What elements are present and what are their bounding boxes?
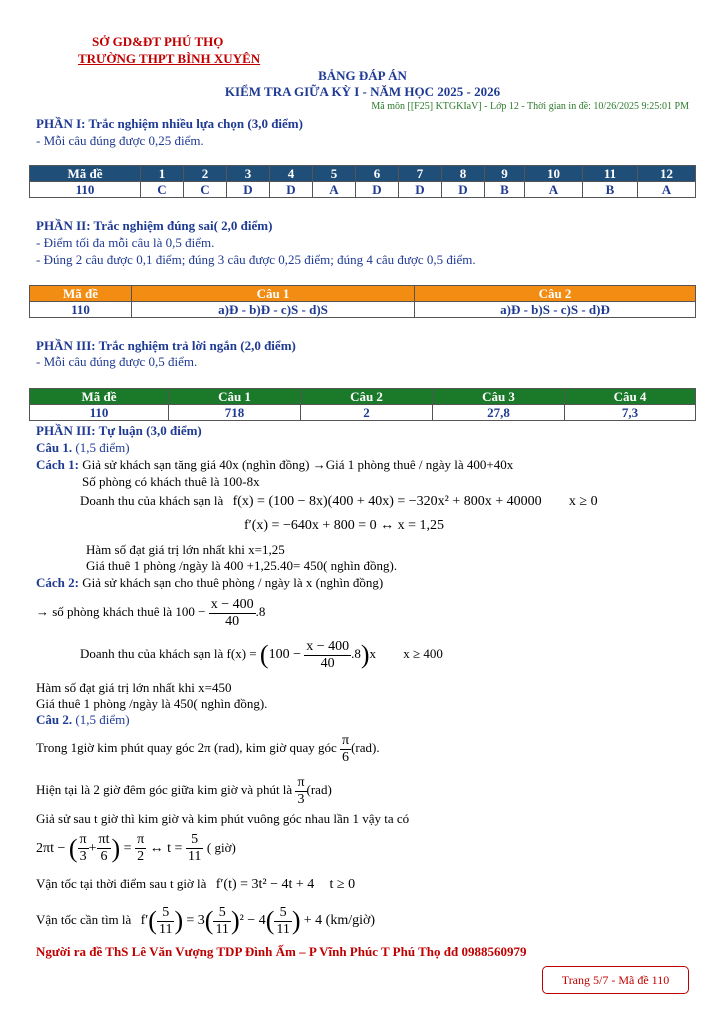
c1-text1: Giả sử khách sạn tăng giá 40x (nghìn đồng) →Giá 1 phòng thuê / ngày là 400+40x <box>82 457 514 472</box>
table-cell: 7,3 <box>565 405 696 421</box>
c2-line3: Doanh thu của khách sạn là f(x) = (100 − $\frac{x - 400}{40}$ .8)x x ≥ 400 <box>80 638 443 671</box>
table-cell: A <box>525 182 583 198</box>
c1-text3a: Doanh thu của khách sạn là <box>80 493 224 508</box>
q2-eq-frac1 <box>78 832 89 865</box>
c1-max: Hàm số đạt giá trị lớn nhất khi x=1,25 <box>86 542 285 557</box>
part2-note2: - Đúng 2 câu được 0,1 điểm; đúng 3 câu được 0,25 điểm; đúng 4 câu được 0,5 điểm. <box>36 252 476 267</box>
table-cell: 110 <box>30 302 132 318</box>
q2-eq-a: 2πt − <box>36 841 66 856</box>
table-header: Câu 2 <box>301 389 433 405</box>
q2-line6: Vận tốc cần tìm là f′( $\frac{5}{11}$ ) = 3( $\frac{5}{11}$ )² − 4( $\frac{5}{11}$ ) + 4 (km/giờ) <box>36 904 376 937</box>
q2-eq-b: ↔ t = <box>149 841 183 856</box>
q2-frac6c-den: 11 <box>276 921 290 937</box>
table-cell: 110 <box>30 405 169 421</box>
table-header: 8 <box>442 166 485 182</box>
part1-note: - Mỗi câu đúng được 0,25 điểm. <box>36 133 204 148</box>
q1-heading <box>36 440 130 456</box>
c1-line3 <box>80 493 598 510</box>
table-header: Câu 1 <box>132 286 415 302</box>
answer-title: BẢNG ĐÁP ÁN <box>318 68 407 83</box>
c2-line2 <box>36 594 265 630</box>
c2-label: Cách 2: <box>36 575 79 590</box>
q2-eq-frac1-num: π <box>79 832 87 848</box>
author-line: Người ra đề ThS Lê Văn Vượng TDP Đình Ấm – P Vĩnh Phúc T Phú Thọ đđ 0988560979 <box>36 944 527 959</box>
table-cell: D <box>399 182 442 198</box>
c1-line2: Số phòng có khách thuê là 100-8x <box>82 474 260 489</box>
q2-frac6a-den: 11 <box>158 921 173 937</box>
c1-label: Cách 1: <box>36 457 79 472</box>
q2-frac6a <box>157 905 174 938</box>
q2-eq-equals: = <box>123 841 132 856</box>
part3-title: PHẦN III: Trắc nghiệm trả lời ngắn (2,0 điểm) <box>36 338 296 353</box>
table-cell: C <box>141 182 184 198</box>
q2-text1b: (rad). <box>351 740 380 755</box>
q2-points: (1,5 điểm) <box>75 712 130 727</box>
q2-eq-frac3-den: 2 <box>137 849 145 865</box>
q2-eq-frac4-den: 11 <box>187 849 202 865</box>
part3-table <box>29 388 696 421</box>
q2-velocity: f′(t) = 3t² − 4t + 4 <box>215 877 315 892</box>
q2-frac2-den: 3 <box>297 791 305 807</box>
table-cell: B <box>582 182 637 198</box>
q2-heading <box>36 712 130 728</box>
part2-title: PHẦN II: Trắc nghiệm đúng sai( 2,0 điểm) <box>36 218 273 233</box>
q2-frac6a-num: 5 <box>157 905 174 922</box>
table-header: Mã đề <box>30 166 141 182</box>
table-header: 4 <box>270 166 313 182</box>
table-cell: A <box>637 182 695 198</box>
table-cell: a)Đ - b)S - c)S - d)Đ <box>415 302 696 318</box>
part1-table <box>29 165 696 198</box>
table-cell: D <box>356 182 399 198</box>
q2-text6a: Vận tốc cần tìm là <box>36 912 132 927</box>
table-header: 1 <box>141 166 184 182</box>
table-header: 9 <box>485 166 525 182</box>
table-cell: D <box>442 182 485 198</box>
table-header: Câu 1 <box>169 389 301 405</box>
c2-frac2-den: 40 <box>320 655 335 671</box>
c2-text3d: x <box>369 646 377 661</box>
page-number-badge: Trang 5/7 - Mã đề 110 <box>542 966 689 994</box>
q2-frac6b <box>213 905 230 938</box>
c1-formula: f(x) = (100 − 8x)(400 + 40x) = −320x² + 800x + 40000 <box>232 494 542 509</box>
q2-frac2-num: π <box>297 774 305 790</box>
q2-line2 <box>36 772 332 808</box>
q2-label: Câu 2. <box>36 712 73 727</box>
table-cell: D <box>270 182 313 198</box>
table-header: 3 <box>227 166 270 182</box>
table-cell: D <box>227 182 270 198</box>
q2-text5a: Vận tốc tại thời điểm sau t giờ là <box>36 876 207 891</box>
q2-eq-frac3-num: π <box>137 832 145 848</box>
q2-equation: 2πt − ( $\frac{\pi}{3}$ + $\frac{\pi t}{6}$ ) = $\frac{\pi}{2}$ ↔ t = $\frac{5}{11}$ ( giờ) <box>36 832 236 865</box>
table-cell: 2 <box>301 405 433 421</box>
table-header: 11 <box>582 166 637 182</box>
c2-text3a: Doanh thu của khách sạn là f(x) = <box>80 646 257 661</box>
q1-label: Câu 1. <box>36 440 73 455</box>
c2-fraction <box>209 597 256 630</box>
q2-eq-frac1-den: 3 <box>79 849 87 865</box>
q2-text6b: f′ <box>140 913 149 928</box>
q2-eq-frac2 <box>97 832 112 865</box>
table-cell: 718 <box>169 405 301 421</box>
c2-max: Hàm số đạt giá trị lớn nhất khi x=450 <box>36 680 232 695</box>
q2-frac6c <box>274 905 291 938</box>
q2-domain: t ≥ 0 <box>329 877 356 892</box>
table-header: 7 <box>399 166 442 182</box>
table-header: Câu 3 <box>433 389 565 405</box>
table-header: 2 <box>184 166 227 182</box>
table-header: 10 <box>525 166 583 182</box>
c2-domain: x ≥ 400 <box>403 646 443 661</box>
c2-frac-num: x − 400 <box>210 596 254 612</box>
c2-price: Giá thuê 1 phòng /ngày là 450( nghìn đồng). <box>36 696 268 711</box>
table-cell: a)Đ - b)Đ - c)S - d)S <box>132 302 415 318</box>
table-cell: C <box>184 182 227 198</box>
q2-eq-frac2-den: 6 <box>100 849 108 865</box>
part3-note: - Mỗi câu đúng được 0,5 điểm. <box>36 354 198 369</box>
q2-text2b: (rad) <box>306 782 332 797</box>
part4-title: PHẦN III: Tự luận (3,0 điểm) <box>36 423 202 438</box>
part1-title: PHẦN I: Trắc nghiệm nhiều lựa chọn (3,0 điểm) <box>36 116 303 131</box>
q2-text2a: Hiện tại là 2 giờ đêm góc giữa kim giờ và phút là <box>36 782 293 797</box>
c1-price: Giá thuê 1 phòng /ngày là 400 +1,25.40= 450( nghìn đồng). <box>86 558 398 573</box>
q1-points: (1,5 điểm) <box>75 440 130 455</box>
c2-text3b: 100 − <box>268 647 301 662</box>
q2-line5 <box>36 876 355 893</box>
print-meta: Mã môn [[F25] KTGKIaV] - Lớp 12 - Thời gian in đề: 10/26/2025 9:25:01 PM <box>371 101 689 112</box>
part2-table <box>29 285 696 318</box>
q2-frac6b-den: 11 <box>215 921 229 937</box>
school: TRƯỜNG THPT BÌNH XUYÊN <box>78 51 261 66</box>
q2-eq-frac4 <box>186 832 203 865</box>
q2-eq-frac3 <box>135 832 146 865</box>
c2-text1: Giả sử khách sạn cho thuê phòng / ngày là x (nghìn đồng) <box>82 575 384 590</box>
q2-eq-unit: ( giờ) <box>206 840 236 855</box>
table-cell: A <box>313 182 356 198</box>
c2-text3c: .8 <box>351 646 361 661</box>
q2-frac6c-num: 5 <box>274 905 291 922</box>
c1-derivative: f′(x) = −640x + 800 = 0 ↔ x = 1,25 <box>244 518 445 533</box>
table-header: Mã đề <box>30 286 132 302</box>
q2-frac1 <box>340 733 351 766</box>
table-cell: B <box>485 182 525 198</box>
c2-fraction-2 <box>304 639 351 672</box>
table-header: 5 <box>313 166 356 182</box>
c1-line1 <box>36 457 513 473</box>
c2-text2b: .8 <box>255 604 266 619</box>
q2-text6e: + 4 (km/giờ) <box>303 913 376 928</box>
q2-frac1-num: π <box>342 732 350 748</box>
q2-text6c: = 3 <box>186 913 205 928</box>
c2-frac-den: 40 <box>225 613 240 629</box>
c2-frac2-num: x − 400 <box>306 638 350 654</box>
q2-line3: Giả sử sau t giờ thì kim giờ và kim phút vuông góc nhau lần 1 vậy ta có <box>36 811 410 826</box>
q2-frac6b-num: 5 <box>213 905 230 922</box>
department: SỞ GD&ĐT PHÚ THỌ <box>92 34 224 49</box>
q2-eq-frac2-num: πt <box>98 832 110 848</box>
table-header: Câu 4 <box>565 389 696 405</box>
c2-text2a: → số phòng khách thuê là 100 − <box>36 604 206 619</box>
table-header: 6 <box>356 166 399 182</box>
c1-domain: x ≥ 0 <box>568 494 598 509</box>
q2-text6d: ² − 4 <box>239 913 266 928</box>
part2-note1: - Điểm tối đa mỗi câu là 0,5 điểm. <box>36 235 215 250</box>
table-cell: 27,8 <box>433 405 565 421</box>
table-header: Câu 2 <box>415 286 696 302</box>
q2-eq-plus: + <box>88 841 97 856</box>
q2-frac1-den: 6 <box>342 749 350 765</box>
exam-title: KIỂM TRA GIỮA KỲ I - NĂM HỌC 2025 - 2026 <box>224 84 501 99</box>
q2-text1a: Trong 1giờ kim phút quay góc 2π (rad), kim giờ quay góc <box>36 740 337 755</box>
table-cell: 110 <box>30 182 141 198</box>
q2-eq-frac4-num: 5 <box>186 832 203 849</box>
q2-frac2 <box>295 775 306 808</box>
c2-line1 <box>36 575 383 591</box>
q2-line1 <box>36 730 380 766</box>
table-header: Mã đề <box>30 389 169 405</box>
table-header: 12 <box>637 166 695 182</box>
